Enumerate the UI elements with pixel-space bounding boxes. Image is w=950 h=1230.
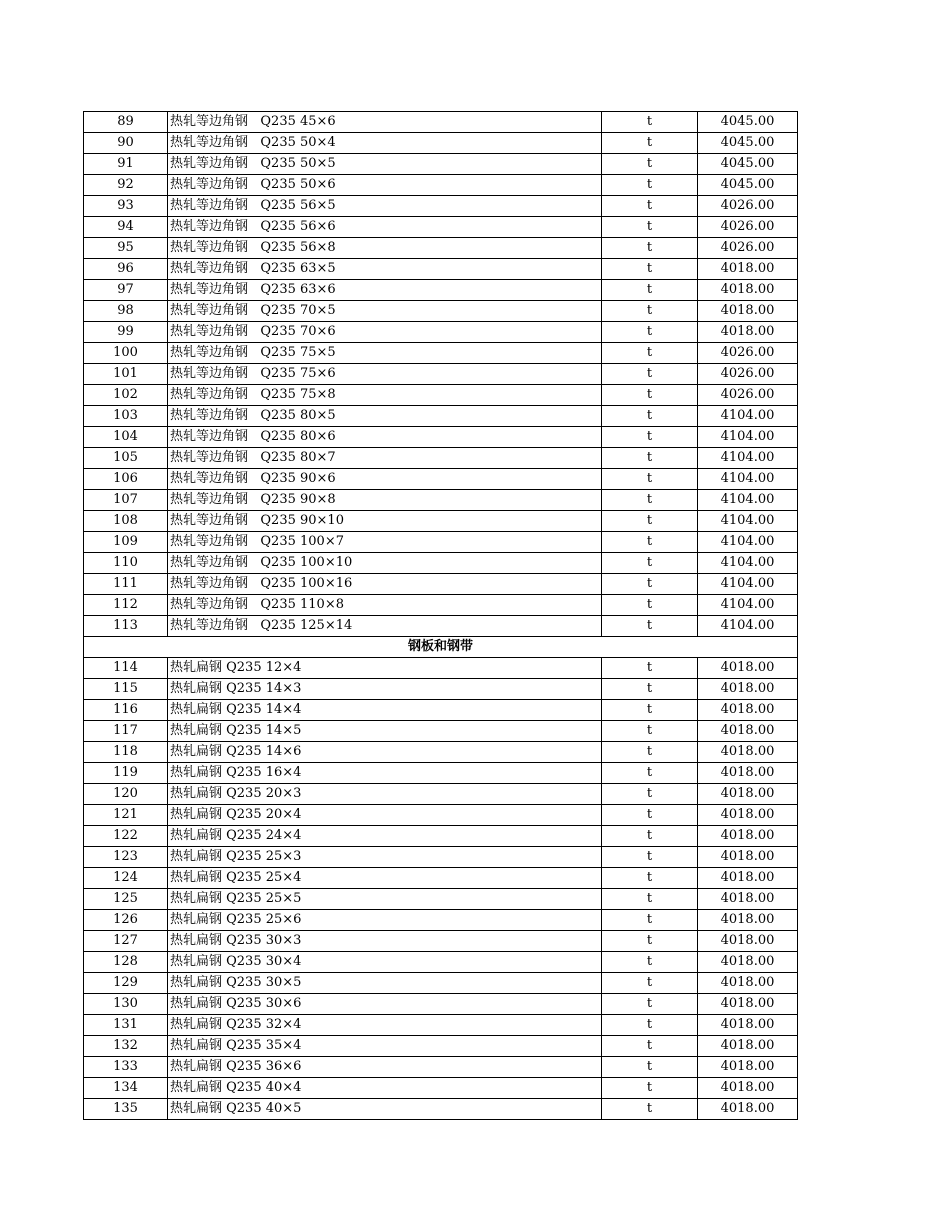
row-number-cell: 90 [84, 133, 168, 154]
price-cell: 4018.00 [698, 952, 798, 973]
row-number-cell: 124 [84, 868, 168, 889]
unit-cell: t [602, 889, 698, 910]
item-name-cell: 热轧等边角钢 Q235 50×4 [168, 133, 602, 154]
item-name-cell: 热轧等边角钢 Q235 56×5 [168, 196, 602, 217]
unit-cell: t [602, 259, 698, 280]
item-name-cell: 热轧扁钢 Q235 14×6 [168, 742, 602, 763]
item-name-cell: 热轧等边角钢 Q235 50×5 [168, 154, 602, 175]
item-name-cell: 热轧扁钢 Q235 25×4 [168, 868, 602, 889]
row-number-cell: 97 [84, 280, 168, 301]
table-row [84, 238, 798, 259]
item-name-cell: 热轧扁钢 Q235 20×4 [168, 805, 602, 826]
item-name-cell: 热轧等边角钢 Q235 63×6 [168, 280, 602, 301]
unit-cell: t [602, 280, 698, 301]
row-number-cell: 123 [84, 847, 168, 868]
unit-cell: t [602, 1036, 698, 1057]
item-name-cell: 热轧等边角钢 Q235 75×5 [168, 343, 602, 364]
price-cell: 4018.00 [698, 1057, 798, 1078]
price-cell: 4018.00 [698, 1036, 798, 1057]
row-number-cell: 130 [84, 994, 168, 1015]
flat-steel-rows [84, 658, 798, 1120]
unit-cell: t [602, 217, 698, 238]
price-cell: 4018.00 [698, 910, 798, 931]
item-name-cell: 热轧等边角钢 Q235 50×6 [168, 175, 602, 196]
row-number-cell: 99 [84, 322, 168, 343]
unit-cell: t [602, 931, 698, 952]
unit-cell: t [602, 658, 698, 679]
row-number-cell: 102 [84, 385, 168, 406]
unit-cell: t [602, 1057, 698, 1078]
unit-cell: t [602, 826, 698, 847]
table-row [84, 154, 798, 175]
price-cell: 4045.00 [698, 133, 798, 154]
item-name-cell: 热轧扁钢 Q235 16×4 [168, 763, 602, 784]
table-row [84, 1036, 798, 1057]
item-name-cell: 热轧等边角钢 Q235 56×6 [168, 217, 602, 238]
unit-cell: t [602, 574, 698, 595]
item-name-cell: 热轧等边角钢 Q235 70×6 [168, 322, 602, 343]
price-cell: 4018.00 [698, 1099, 798, 1120]
table-row [84, 763, 798, 784]
price-cell: 4018.00 [698, 826, 798, 847]
row-number-cell: 113 [84, 616, 168, 637]
row-number-cell: 111 [84, 574, 168, 595]
table-row [84, 301, 798, 322]
price-cell: 4104.00 [698, 406, 798, 427]
row-number-cell: 94 [84, 217, 168, 238]
row-number-cell: 127 [84, 931, 168, 952]
row-number-cell: 133 [84, 1057, 168, 1078]
row-number-cell: 101 [84, 364, 168, 385]
unit-cell: t [602, 406, 698, 427]
price-cell: 4018.00 [698, 679, 798, 700]
price-cell: 4026.00 [698, 217, 798, 238]
table-row [84, 133, 798, 154]
item-name-cell: 热轧扁钢 Q235 25×6 [168, 910, 602, 931]
price-cell: 4104.00 [698, 616, 798, 637]
row-number-cell: 120 [84, 784, 168, 805]
table-row [84, 952, 798, 973]
price-cell: 4018.00 [698, 994, 798, 1015]
table-row [84, 868, 798, 889]
unit-cell: t [602, 112, 698, 133]
price-cell: 4045.00 [698, 112, 798, 133]
price-cell: 4018.00 [698, 658, 798, 679]
row-number-cell: 118 [84, 742, 168, 763]
table-row [84, 742, 798, 763]
item-name-cell: 热轧等边角钢 Q235 45×6 [168, 112, 602, 133]
row-number-cell: 93 [84, 196, 168, 217]
price-cell: 4104.00 [698, 511, 798, 532]
row-number-cell: 110 [84, 553, 168, 574]
table-row [84, 1015, 798, 1036]
unit-cell: t [602, 532, 698, 553]
angle-steel-rows [84, 112, 798, 637]
unit-cell: t [602, 448, 698, 469]
row-number-cell: 122 [84, 826, 168, 847]
price-cell: 4018.00 [698, 847, 798, 868]
price-cell: 4018.00 [698, 1015, 798, 1036]
unit-cell: t [602, 973, 698, 994]
item-name-cell: 热轧扁钢 Q235 25×5 [168, 889, 602, 910]
item-name-cell: 热轧扁钢 Q235 30×3 [168, 931, 602, 952]
unit-cell: t [602, 322, 698, 343]
row-number-cell: 119 [84, 763, 168, 784]
table-row [84, 721, 798, 742]
row-number-cell: 129 [84, 973, 168, 994]
table-row [84, 826, 798, 847]
unit-cell: t [602, 805, 698, 826]
row-number-cell: 89 [84, 112, 168, 133]
item-name-cell: 热轧等边角钢 Q235 125×14 [168, 616, 602, 637]
price-cell: 4018.00 [698, 763, 798, 784]
unit-cell: t [602, 301, 698, 322]
unit-cell: t [602, 490, 698, 511]
item-name-cell: 热轧扁钢 Q235 35×4 [168, 1036, 602, 1057]
unit-cell: t [602, 952, 698, 973]
row-number-cell: 95 [84, 238, 168, 259]
item-name-cell: 热轧扁钢 Q235 24×4 [168, 826, 602, 847]
price-cell: 4104.00 [698, 490, 798, 511]
price-cell: 4104.00 [698, 553, 798, 574]
price-cell: 4018.00 [698, 784, 798, 805]
row-number-cell: 107 [84, 490, 168, 511]
price-cell: 4104.00 [698, 469, 798, 490]
table-row [84, 679, 798, 700]
price-cell: 4026.00 [698, 343, 798, 364]
row-number-cell: 121 [84, 805, 168, 826]
unit-cell: t [602, 868, 698, 889]
item-name-cell: 热轧等边角钢 Q235 90×6 [168, 469, 602, 490]
item-name-cell: 热轧等边角钢 Q235 70×5 [168, 301, 602, 322]
row-number-cell: 134 [84, 1078, 168, 1099]
row-number-cell: 91 [84, 154, 168, 175]
item-name-cell: 热轧等边角钢 Q235 90×10 [168, 511, 602, 532]
row-number-cell: 92 [84, 175, 168, 196]
table-row [84, 448, 798, 469]
unit-cell: t [602, 616, 698, 637]
table-row [84, 574, 798, 595]
table-row [84, 322, 798, 343]
item-name-cell: 热轧扁钢 Q235 12×4 [168, 658, 602, 679]
row-number-cell: 128 [84, 952, 168, 973]
table-row [84, 658, 798, 679]
table-row [84, 280, 798, 301]
unit-cell: t [602, 469, 698, 490]
unit-cell: t [602, 1078, 698, 1099]
row-number-cell: 109 [84, 532, 168, 553]
price-cell: 4018.00 [698, 742, 798, 763]
table-row [84, 1099, 798, 1120]
table-row [84, 994, 798, 1015]
table-row [84, 196, 798, 217]
row-number-cell: 98 [84, 301, 168, 322]
price-cell: 4018.00 [698, 805, 798, 826]
unit-cell: t [602, 784, 698, 805]
item-name-cell: 热轧等边角钢 Q235 100×16 [168, 574, 602, 595]
row-number-cell: 117 [84, 721, 168, 742]
unit-cell: t [602, 343, 698, 364]
section-header-row [84, 637, 798, 658]
table-row [84, 784, 798, 805]
price-table [83, 111, 798, 1120]
item-name-cell: 热轧扁钢 Q235 30×5 [168, 973, 602, 994]
row-number-cell: 115 [84, 679, 168, 700]
unit-cell: t [602, 154, 698, 175]
price-cell: 4026.00 [698, 196, 798, 217]
table-row [84, 847, 798, 868]
price-cell: 4045.00 [698, 175, 798, 196]
section-header-group [84, 637, 798, 658]
item-name-cell: 热轧等边角钢 Q235 75×8 [168, 385, 602, 406]
price-cell: 4018.00 [698, 700, 798, 721]
unit-cell: t [602, 679, 698, 700]
table-row [84, 910, 798, 931]
table-row [84, 469, 798, 490]
table-row [84, 343, 798, 364]
table-row [84, 511, 798, 532]
item-name-cell: 热轧扁钢 Q235 36×6 [168, 1057, 602, 1078]
table-row [84, 364, 798, 385]
row-number-cell: 114 [84, 658, 168, 679]
item-name-cell: 热轧扁钢 Q235 20×3 [168, 784, 602, 805]
item-name-cell: 热轧扁钢 Q235 14×4 [168, 700, 602, 721]
item-name-cell: 热轧等边角钢 Q235 110×8 [168, 595, 602, 616]
item-name-cell: 热轧扁钢 Q235 30×4 [168, 952, 602, 973]
price-cell: 4018.00 [698, 931, 798, 952]
price-cell: 4104.00 [698, 574, 798, 595]
table-row [84, 595, 798, 616]
price-cell: 4026.00 [698, 385, 798, 406]
item-name-cell: 热轧等边角钢 Q235 80×6 [168, 427, 602, 448]
unit-cell: t [602, 1015, 698, 1036]
unit-cell: t [602, 994, 698, 1015]
item-name-cell: 热轧扁钢 Q235 40×5 [168, 1099, 602, 1120]
table-row [84, 1078, 798, 1099]
table-row [84, 805, 798, 826]
row-number-cell: 108 [84, 511, 168, 532]
unit-cell: t [602, 763, 698, 784]
price-cell: 4026.00 [698, 364, 798, 385]
price-cell: 4045.00 [698, 154, 798, 175]
unit-cell: t [602, 553, 698, 574]
table-row [84, 973, 798, 994]
table-row [84, 385, 798, 406]
row-number-cell: 100 [84, 343, 168, 364]
row-number-cell: 125 [84, 889, 168, 910]
table-row [84, 259, 798, 280]
unit-cell: t [602, 700, 698, 721]
item-name-cell: 热轧等边角钢 Q235 63×5 [168, 259, 602, 280]
table-row [84, 532, 798, 553]
table-row [84, 217, 798, 238]
item-name-cell: 热轧等边角钢 Q235 56×8 [168, 238, 602, 259]
row-number-cell: 105 [84, 448, 168, 469]
unit-cell: t [602, 721, 698, 742]
row-number-cell: 104 [84, 427, 168, 448]
item-name-cell: 热轧扁钢 Q235 30×6 [168, 994, 602, 1015]
unit-cell: t [602, 385, 698, 406]
item-name-cell: 热轧等边角钢 Q235 100×10 [168, 553, 602, 574]
unit-cell: t [602, 427, 698, 448]
table-row [84, 889, 798, 910]
row-number-cell: 103 [84, 406, 168, 427]
item-name-cell: 热轧等边角钢 Q235 80×5 [168, 406, 602, 427]
price-cell: 4018.00 [698, 280, 798, 301]
price-cell: 4018.00 [698, 259, 798, 280]
price-cell: 4018.00 [698, 868, 798, 889]
unit-cell: t [602, 511, 698, 532]
table-row [84, 616, 798, 637]
price-cell: 4104.00 [698, 595, 798, 616]
item-name-cell: 热轧等边角钢 Q235 90×8 [168, 490, 602, 511]
row-number-cell: 106 [84, 469, 168, 490]
unit-cell: t [602, 238, 698, 259]
unit-cell: t [602, 1099, 698, 1120]
price-cell: 4018.00 [698, 889, 798, 910]
table-row [84, 175, 798, 196]
item-name-cell: 热轧扁钢 Q235 40×4 [168, 1078, 602, 1099]
unit-cell: t [602, 175, 698, 196]
unit-cell: t [602, 364, 698, 385]
row-number-cell: 131 [84, 1015, 168, 1036]
table-row [84, 553, 798, 574]
row-number-cell: 116 [84, 700, 168, 721]
item-name-cell: 热轧扁钢 Q235 32×4 [168, 1015, 602, 1036]
unit-cell: t [602, 133, 698, 154]
row-number-cell: 135 [84, 1099, 168, 1120]
price-cell: 4026.00 [698, 238, 798, 259]
unit-cell: t [602, 595, 698, 616]
unit-cell: t [602, 742, 698, 763]
row-number-cell: 96 [84, 259, 168, 280]
item-name-cell: 热轧等边角钢 Q235 75×6 [168, 364, 602, 385]
price-cell: 4104.00 [698, 532, 798, 553]
price-cell: 4018.00 [698, 973, 798, 994]
item-name-cell: 热轧等边角钢 Q235 100×7 [168, 532, 602, 553]
item-name-cell: 热轧等边角钢 Q235 80×7 [168, 448, 602, 469]
item-name-cell: 热轧扁钢 Q235 25×3 [168, 847, 602, 868]
row-number-cell: 112 [84, 595, 168, 616]
table-row [84, 112, 798, 133]
price-cell: 4104.00 [698, 427, 798, 448]
price-cell: 4018.00 [698, 301, 798, 322]
price-cell: 4018.00 [698, 1078, 798, 1099]
table-row [84, 1057, 798, 1078]
unit-cell: t [602, 847, 698, 868]
row-number-cell: 126 [84, 910, 168, 931]
item-name-cell: 热轧扁钢 Q235 14×5 [168, 721, 602, 742]
table-row [84, 931, 798, 952]
unit-cell: t [602, 910, 698, 931]
row-number-cell: 132 [84, 1036, 168, 1057]
section-title: 钢板和钢带 [84, 637, 798, 658]
item-name-cell: 热轧扁钢 Q235 14×3 [168, 679, 602, 700]
table-row [84, 490, 798, 511]
table-row [84, 700, 798, 721]
table-row [84, 427, 798, 448]
price-cell: 4018.00 [698, 322, 798, 343]
price-cell: 4018.00 [698, 721, 798, 742]
price-cell: 4104.00 [698, 448, 798, 469]
unit-cell: t [602, 196, 698, 217]
table-row [84, 406, 798, 427]
